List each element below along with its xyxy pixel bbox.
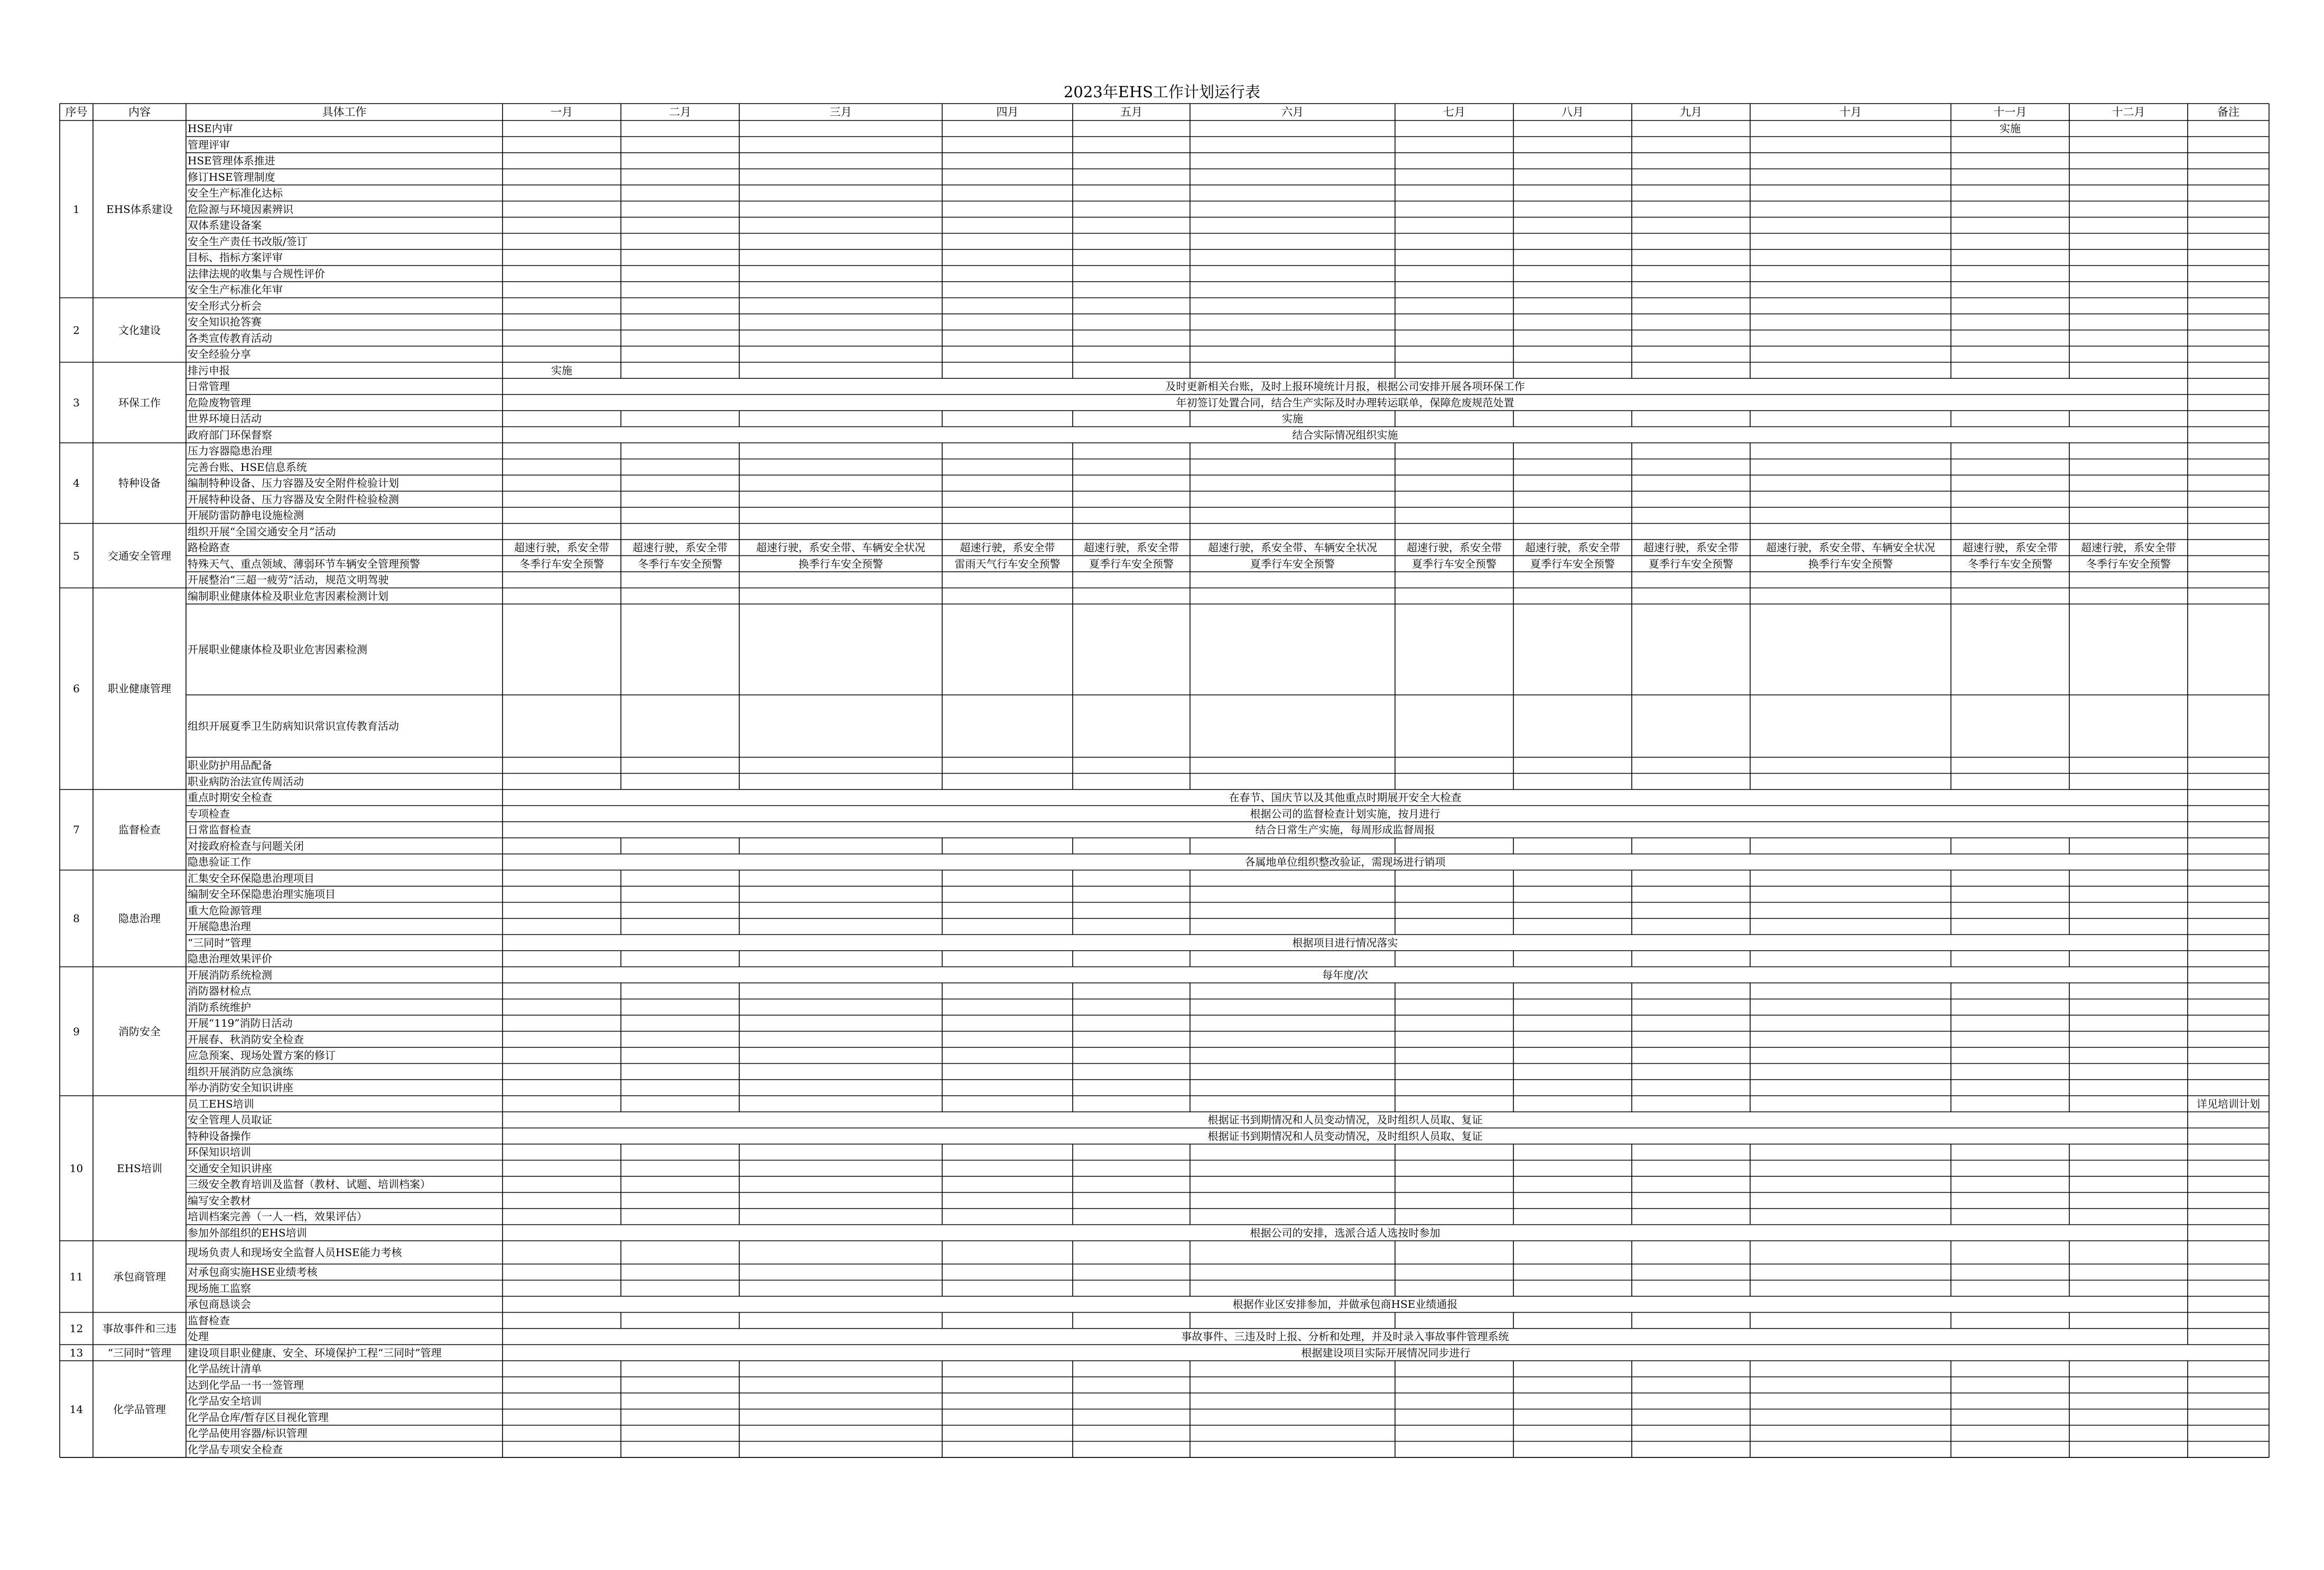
task-cell: 组织开展夏季卫生防病知识常识宣传教育活动: [188, 720, 399, 732]
section-name: 环保工作: [118, 396, 161, 409]
task-cell: 危险废物管理: [188, 396, 251, 409]
task-cell: 危险源与环境因素辨识: [188, 202, 293, 216]
section-number: 7: [73, 823, 80, 837]
task-cell: 编写安全教材: [188, 1194, 251, 1207]
column-header: 序号: [65, 106, 88, 118]
month-plan-cell: 超速行驶，系安全带、车辆安全状况: [756, 541, 925, 554]
section-name: 消防安全: [118, 1025, 161, 1038]
section-number: 3: [73, 396, 80, 409]
section-name: EHS体系建设: [106, 202, 173, 216]
column-header: 七月: [1443, 106, 1465, 118]
task-cell: 开展隐患治理: [188, 920, 251, 933]
task-cell: 现场负责人和现场安全监督人员HSE能力考核: [188, 1246, 402, 1259]
section-number: 6: [73, 682, 80, 695]
section-number: 13: [69, 1346, 83, 1359]
task-cell: 开展春、秋消防安全检查: [188, 1033, 304, 1046]
month-plan-cell: 夏季行车安全预警: [1412, 557, 1496, 570]
column-header: 十二月: [2112, 106, 2145, 118]
month-plan-cell: 冬季行车安全预警: [2086, 557, 2171, 570]
merged-plan-cell: 各属地单位组织整改验证，需现场进行销项: [1244, 856, 1446, 869]
task-cell: 安全生产责任书改版/签订: [188, 235, 308, 248]
task-cell: 隐患验证工作: [188, 856, 251, 869]
merged-plan-cell: 根据证书到期情况和人员变动情况，及时组织人员取、复证: [1207, 1113, 1483, 1127]
task-cell: 消防系统维护: [188, 1000, 251, 1014]
month-plan-cell: 超速行驶，系安全带: [633, 541, 728, 554]
task-cell: 开展特种设备、压力容器及安全附件检验检测: [188, 493, 399, 506]
task-cell: “三同时”管理: [188, 936, 252, 949]
column-header: 二月: [669, 106, 691, 118]
task-cell: 各类宣传教育活动: [188, 331, 272, 345]
month-plan-cell: 超速行驶，系安全带: [960, 541, 1055, 554]
remark-cell: 详见培训计划: [2197, 1097, 2260, 1110]
task-cell: 化学品安全培训: [188, 1395, 262, 1408]
column-header: 八月: [1561, 106, 1584, 118]
task-cell: 重点时期安全检查: [188, 791, 272, 804]
month-plan-cell: 超速行驶，系安全带: [1963, 541, 2058, 554]
task-cell: 化学品统计清单: [188, 1362, 262, 1376]
task-cell: 监督检查: [188, 1314, 230, 1327]
section-name: 化学品管理: [113, 1402, 166, 1416]
column-header: 具体工作: [322, 106, 367, 118]
section-name: 文化建设: [118, 323, 161, 337]
merged-plan-cell: 根据作业区安排参加，并做承包商HSE业绩通报: [1232, 1298, 1458, 1311]
task-cell: 安全生产标准化年审: [188, 283, 283, 296]
column-header: 五月: [1120, 106, 1142, 118]
task-cell: 安全形式分析会: [188, 299, 262, 312]
column-header: 备注: [2217, 106, 2239, 118]
task-cell: 三级安全教育培训及监督（教材、试题、培训档案）: [188, 1178, 431, 1191]
task-cell: 政府部门环保督察: [188, 428, 272, 441]
column-header: 三月: [830, 106, 852, 118]
merged-plan-cell: 事故事件、三违及时上报、分析和处理，并及时录入事故事件管理系统: [1181, 1330, 1509, 1343]
section-number: 12: [69, 1322, 83, 1335]
month-plan-cell: 超速行驶，系安全带: [514, 541, 609, 554]
merged-plan-cell: 实施: [1282, 412, 1303, 425]
month-plan-cell: 实施: [2000, 122, 2021, 135]
task-cell: 化学品仓库/暂存区目视化管理: [188, 1410, 329, 1424]
task-cell: 开展防雷防静电设施检测: [188, 509, 304, 522]
column-header: 九月: [1680, 106, 1702, 118]
task-cell: 职业防护用品配备: [188, 759, 272, 772]
task-cell: 组织开展消防应急演练: [188, 1065, 293, 1078]
merged-plan-cell: 在春节、国庆节以及其他重点时期展开安全大检查: [1229, 791, 1462, 804]
section-name: 交通安全管理: [108, 549, 171, 562]
task-cell: HSE管理体系推进: [188, 154, 275, 168]
task-cell: 编制职业健康体检及职业危害因素检测计划: [188, 589, 388, 602]
merged-plan-cell: 年初签订处置合同，结合生产实际及时办理转运联单，保障危废规范处置: [1176, 396, 1514, 409]
month-plan-cell: 超速行驶，系安全带、车辆安全状况: [1766, 541, 1935, 554]
task-cell: 排污申报: [188, 364, 230, 377]
task-cell: 承包商恳谈会: [188, 1298, 251, 1311]
task-cell: 日常监督检查: [188, 823, 251, 837]
task-cell: 开展消防系统检测: [188, 968, 272, 981]
sheet-title: 2023年EHS工作计划运行表: [1063, 83, 1261, 101]
task-cell: 环保知识培训: [188, 1146, 251, 1159]
month-plan-cell: 换季行车安全预警: [798, 557, 883, 570]
task-cell: 目标、指标方案评审: [188, 251, 283, 264]
task-cell: 安全知识抢答赛: [188, 315, 262, 329]
task-cell: 安全生产标准化达标: [188, 187, 283, 200]
task-cell: 编制安全环保隐患治理实施项目: [188, 888, 336, 901]
month-plan-cell: 实施: [551, 364, 572, 377]
task-cell: 特种设备操作: [188, 1129, 251, 1142]
task-cell: 消防器材检点: [188, 984, 251, 998]
section-number: 5: [73, 549, 80, 562]
task-cell: 参加外部组织的EHS培训: [188, 1226, 307, 1239]
task-cell: 隐患治理效果评价: [188, 952, 272, 965]
task-cell: 培训档案完善（一人一档，效果评估）: [188, 1210, 367, 1223]
column-header: 十月: [1839, 106, 1862, 118]
merged-plan-cell: 及时更新相关台账，及时上报环境统计月报，根据公司安排开展各项环保工作: [1165, 380, 1525, 393]
task-cell: 开展整治“三超一疲劳”活动，规范文明驾驶: [188, 573, 389, 587]
month-plan-cell: 超速行驶，系安全带: [1084, 541, 1179, 554]
task-cell: 化学品专项安全检查: [188, 1443, 283, 1456]
column-header: 十一月: [1993, 106, 2027, 118]
task-cell: 职业病防治法宣传周活动: [188, 775, 304, 788]
section-name: 特种设备: [118, 477, 161, 490]
month-plan-cell: 换季行车安全预警: [1808, 557, 1893, 570]
month-plan-cell: 超速行驶，系安全带: [1407, 541, 1502, 554]
task-cell: 达到化学品一书一签管理: [188, 1378, 304, 1391]
month-plan-cell: 雷雨天气行车安全预警: [954, 557, 1061, 570]
section-number: 14: [69, 1402, 83, 1416]
section-name: EHS培训: [117, 1162, 162, 1175]
section-name: 职业健康管理: [108, 682, 171, 695]
task-cell: 编制特种设备、压力容器及安全附件检验计划: [188, 477, 399, 490]
month-plan-cell: 冬季行车安全预警: [638, 557, 722, 570]
task-cell: 交通安全知识讲座: [188, 1162, 272, 1175]
task-cell: HSE内审: [188, 122, 233, 135]
section-name: 监督检查: [118, 823, 161, 837]
merged-plan-cell: 根据建设项目实际开展情况同步进行: [1301, 1346, 1471, 1359]
section-name: 隐患治理: [118, 912, 161, 925]
task-cell: 双体系建设备案: [188, 219, 262, 232]
merged-plan-cell: 根据公司的监督检查计划实施，按月进行: [1250, 807, 1440, 820]
section-number: 1: [73, 202, 80, 216]
section-number: 9: [73, 1025, 80, 1038]
task-cell: 特殊天气、重点领域、薄弱环节车辆安全管理预警: [188, 557, 420, 570]
month-plan-cell: 超速行驶，系安全带: [2081, 541, 2176, 554]
task-cell: 安全经验分享: [188, 348, 251, 361]
task-cell: 压力容器隐患治理: [188, 444, 272, 458]
task-cell: 重大危险源管理: [188, 904, 262, 917]
section-number: 10: [69, 1162, 83, 1175]
task-cell: 员工EHS培训: [188, 1097, 254, 1110]
merged-plan-cell: 根据项目进行情况落实: [1292, 936, 1398, 949]
month-plan-cell: 冬季行车安全预警: [519, 557, 604, 570]
column-header: 内容: [128, 106, 151, 118]
month-plan-cell: 超速行驶，系安全带、车辆安全状况: [1208, 541, 1377, 554]
task-cell: 法律法规的收集与合规性评价: [188, 267, 325, 280]
task-cell: 处理: [188, 1330, 209, 1343]
section-number: 8: [73, 912, 80, 925]
merged-plan-cell: 根据公司的安排，选派合适人选按时参加: [1250, 1226, 1440, 1239]
month-plan-cell: 冬季行车安全预警: [1968, 557, 2052, 570]
task-cell: 完善台账、HSE信息系统: [188, 460, 307, 473]
month-plan-cell: 超速行驶，系安全带: [1643, 541, 1739, 554]
task-cell: 开展职业健康体检及职业危害因素检测: [188, 643, 367, 656]
month-plan-cell: 夏季行车安全预警: [1089, 557, 1174, 570]
task-cell: 汇集安全环保隐患治理项目: [188, 871, 314, 885]
task-cell: 化学品使用容器/标识管理: [188, 1427, 308, 1440]
task-cell: 路检路查: [188, 541, 230, 554]
section-number: 11: [69, 1270, 83, 1283]
task-cell: 安全管理人员取证: [188, 1113, 272, 1127]
task-cell: 修订HSE管理制度: [188, 170, 275, 183]
task-cell: 开展“119”消防日活动: [188, 1017, 293, 1030]
task-cell: 现场施工监察: [188, 1281, 251, 1295]
task-cell: 世界环境日活动: [188, 412, 262, 425]
section-number: 2: [73, 323, 80, 337]
column-header: 六月: [1281, 106, 1304, 118]
column-header: 一月: [551, 106, 573, 118]
section-name: 事故事件和三违: [103, 1322, 176, 1335]
task-cell: 举办消防安全知识讲座: [188, 1081, 293, 1094]
month-plan-cell: 超速行驶，系安全带: [1525, 541, 1620, 554]
merged-plan-cell: 结合实际情况组织实施: [1292, 428, 1398, 441]
section-name: 承包商管理: [113, 1270, 166, 1283]
month-plan-cell: 夏季行车安全预警: [1649, 557, 1733, 570]
merged-plan-cell: 每年度/次: [1322, 968, 1368, 981]
task-cell: 对接政府检查与问题关闭: [188, 839, 304, 852]
merged-plan-cell: 结合日常生产实施，每周形成监督周报: [1255, 823, 1435, 837]
month-plan-cell: 夏季行车安全预警: [1530, 557, 1615, 570]
task-cell: 组织开展“全国交通安全月”活动: [188, 525, 336, 538]
merged-plan-cell: 根据证书到期情况和人员变动情况，及时组织人员取、复证: [1207, 1129, 1483, 1142]
task-cell: 日常管理: [188, 380, 230, 393]
month-plan-cell: 夏季行车安全预警: [1250, 557, 1335, 570]
task-cell: 应急预案、现场处置方案的修订: [188, 1049, 336, 1062]
task-cell: 专项检查: [188, 807, 230, 820]
task-cell: 建设项目职业健康、安全、环境保护工程“三同时”管理: [188, 1346, 442, 1359]
column-header: 四月: [996, 106, 1019, 118]
section-name: “三同时”管理: [107, 1346, 172, 1359]
task-cell: 管理评审: [188, 138, 230, 151]
section-number: 4: [73, 477, 80, 490]
task-cell: 对承包商实施HSE业绩考核: [188, 1266, 318, 1279]
